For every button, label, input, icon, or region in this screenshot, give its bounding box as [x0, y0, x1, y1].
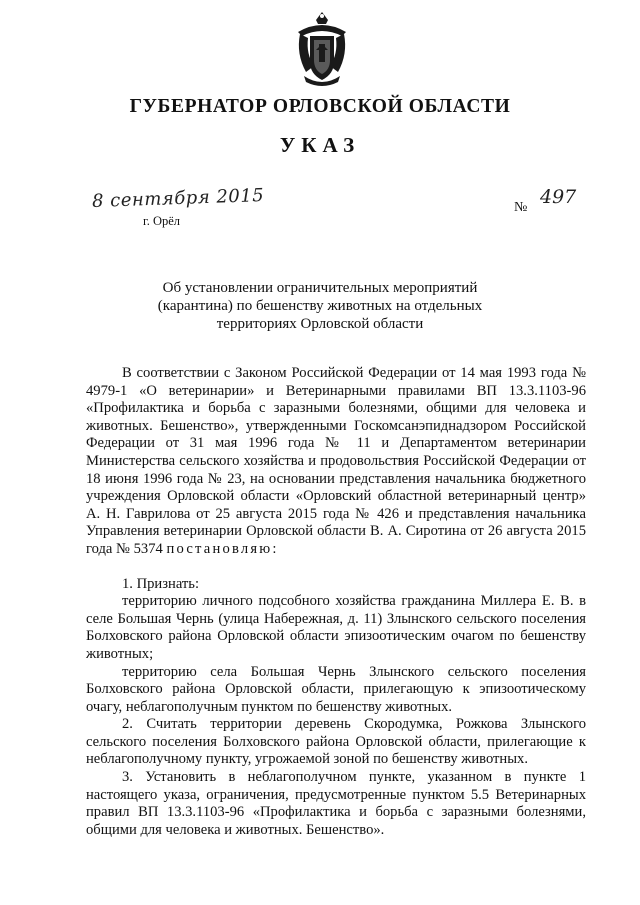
subject-line: (карантина) по бешенству животных на отдельных	[157, 298, 483, 314]
signed-date: 8 сентября 2015	[91, 185, 265, 212]
preamble-text: В соответствии с Законом Российской Федерации от 14 мая 1993 года № 4979-1 «О ветеринарии» и Ветеринарными правилами ВП 13.3.1103-96 «Профилактика и борьба с заразными болезнями, общими для человека и животных. Бешенство», утвержденными Госкомсанэпиднадзором Российской Федерации от 31 мая 1996 года № 11 и Департаментом ветеринарии Министерства сельского хозяйства и продовольствия Российской Федерации от 18 июня 1996 года № 23, на основании представления начальника бюджетного учреждения Орловской области «Орловский областной ветеринарный центр» А. Н. Гаврилова от 25 августа 2015 года № 426 и представления начальника Управления ветеринарии Орловской области В. А. Сиротина от 26 августа 2015 года № 5374	[86, 365, 586, 557]
decree-body	[86, 365, 586, 839]
issuing-authority: ГУБЕРНАТОР ОРЛОВСКОЙ ОБЛАСТИ	[129, 96, 511, 117]
decree-word: постановляю:	[166, 540, 279, 557]
preamble-paragraph	[86, 365, 586, 559]
document-type: УКАЗ	[279, 133, 361, 157]
clause-1-b: территорию села Большая Чернь Злынского сельского поселения Болховского района Орловской области, прилегающую к эпизоотическому очагу, неблагополучным пунктом по бешенству животных.	[86, 663, 586, 715]
coat-of-arms-icon	[290, 10, 354, 88]
clause-1-intro: 1. Признать:	[122, 575, 200, 592]
clause-1-a: территорию личного подсобного хозяйства гражданина Миллера Е. В. в селе Большая Чернь (улица Набережная, д. 11) Злынского сельского поселения Болховского района Орловской области эпизоотическим очагом по бешенству животных;	[86, 593, 586, 662]
subject-line: территориях Орловской области	[216, 316, 424, 332]
decree-subject	[150, 279, 490, 333]
number-label: №	[514, 200, 528, 215]
document-number: 497	[540, 186, 577, 208]
issue-city: г. Орёл	[143, 214, 181, 228]
clause-2: 2. Считать территории деревень Скородумка, Рожкова Злынского сельского поселения Болховского района Орловской области, прилегающие к неблагополучному пункту, угрожаемой зоной по бешенству животных.	[86, 716, 586, 768]
subject-line: Об установлении ограничительных мероприятий	[162, 280, 478, 296]
clause-3: 3. Установить в неблагополучном пункте, указанном в пункте 1 настоящего указа, ограничения, предусмотренные пунктом 5.5 Ветеринарных правил ВП 13.3.1103-96 «Профилактика и борьба с заразными болезнями, общими для человека и животных. Бешенство».	[86, 769, 586, 838]
